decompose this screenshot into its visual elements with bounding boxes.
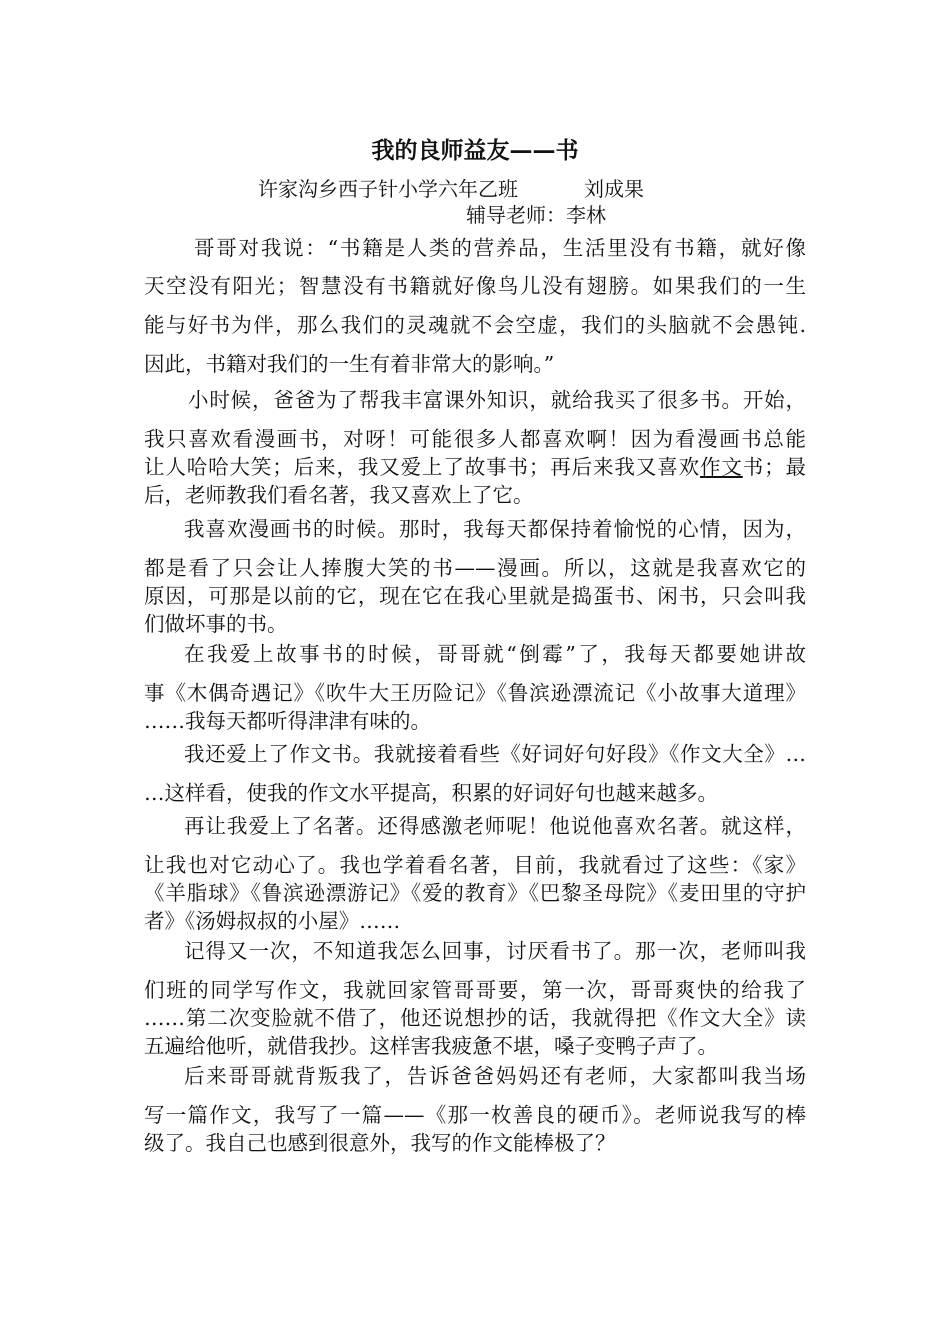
text-line: 事《木偶奇遇记》《吹牛大王历险记》《鲁滨逊漂流记《小故事大道理》 bbox=[144, 681, 806, 705]
text-line: 五遍给他听，就借我抄。这样害我疲惫不堪，嗓子变鸭子声了。 bbox=[144, 1034, 718, 1058]
text-segment: 书；最 bbox=[742, 455, 806, 479]
text-line: 级了。我自己也感到很意外，我写的作文能棒极了？ bbox=[144, 1131, 616, 1155]
text-line: ……我每天都听得津津有味的。 bbox=[144, 709, 431, 733]
author-line bbox=[258, 173, 644, 202]
text-line: 我还爱上了作文书。我就接着看些《好词好句好段》《作文大全》… bbox=[184, 742, 806, 766]
document-title: 我的良师益友——书 bbox=[371, 137, 579, 164]
text-line: 我喜欢漫画书的时候。那时，我每天都保持着愉悦的心情，因为， bbox=[184, 517, 806, 541]
tutor-line: 辅导老师：李林 bbox=[466, 203, 606, 227]
text-segment: 让人哈哈大笑；后来，我又爱上了故事书；再后来我又喜欢 bbox=[144, 455, 700, 479]
text-line: 《羊脂球》《鲁滨逊漂游记》《爱的教育》《巴黎圣母院》《麦田里的守护 bbox=[144, 881, 806, 905]
text-line: …这样看，使我的作文水平提高，积累的好词好句也越来越多。 bbox=[144, 781, 718, 805]
school-class: 许家沟乡西子针小学六年乙班 bbox=[258, 177, 518, 201]
author-name: 刘成果 bbox=[584, 177, 644, 201]
text-line: 因此，书籍对我们的一生有着非常大的影响。” bbox=[144, 352, 555, 376]
underlined-word: 作文 bbox=[699, 455, 743, 479]
text-line: 哥哥对我说：“书籍是人类的营养品，生活里没有书籍，就好像 bbox=[194, 236, 806, 260]
text-line: 们做坏事的书。 bbox=[144, 612, 288, 636]
text-line: 们班的同学写作文，我就回家管哥哥要，第一次，哥哥爽快的给我了 bbox=[144, 978, 806, 1002]
text-line: 小时候，爸爸为了帮我丰富课外知识，就给我买了很多书。开始， bbox=[188, 388, 806, 412]
text-line: ……第二次变脸就不借了，他还说想抄的话，我就得把《作文大全》读 bbox=[144, 1006, 806, 1030]
text-line: 者》《汤姆叔叔的小屋》…… bbox=[144, 909, 401, 933]
text-line: 记得又一次，不知道我怎么回事，讨厌看书了。那一次，老师叫我 bbox=[184, 939, 806, 963]
text-line: 让我也对它动心了。我也学着看名著，目前，我就看过了这些：《家》 bbox=[144, 853, 806, 877]
text-line: 原因，可那是以前的它，现在它在我心里就是捣蛋书、闲书，只会叫我 bbox=[144, 584, 806, 608]
text-line: 后来哥哥就背叛我了，告诉爸爸妈妈还有老师，大家都叫我当场 bbox=[184, 1064, 806, 1088]
text-line: 能与好书为伴，那么我们的灵魂就不会空虚，我们的头脑就不会愚钝. bbox=[144, 313, 806, 337]
text-line: 天空没有阳光；智慧没有书籍就好像鸟儿没有翅膀。如果我们的一生 bbox=[144, 274, 806, 298]
text-line: 再让我爱上了名著。还得感激老师呢！他说他喜欢名著。就这样， bbox=[184, 814, 806, 838]
text-line: 在我爱上故事书的时候，哥哥就“倒霉”了，我每天都要她讲故 bbox=[184, 642, 806, 666]
text-line: 写一篇作文，我写了一篇——《那一枚善良的硬币》。老师说我写的棒 bbox=[144, 1103, 806, 1127]
text-line: 后，老师教我们看名著，我又喜欢上了它。 bbox=[144, 483, 534, 507]
text-line bbox=[144, 450, 806, 480]
text-line: 我只喜欢看漫画书，对呀！可能很多人都喜欢啊！因为看漫画书总能 bbox=[144, 427, 806, 451]
text-line: 都是看了只会让人捧腹大笑的书——漫画。所以，这就是我喜欢它的 bbox=[144, 556, 806, 580]
